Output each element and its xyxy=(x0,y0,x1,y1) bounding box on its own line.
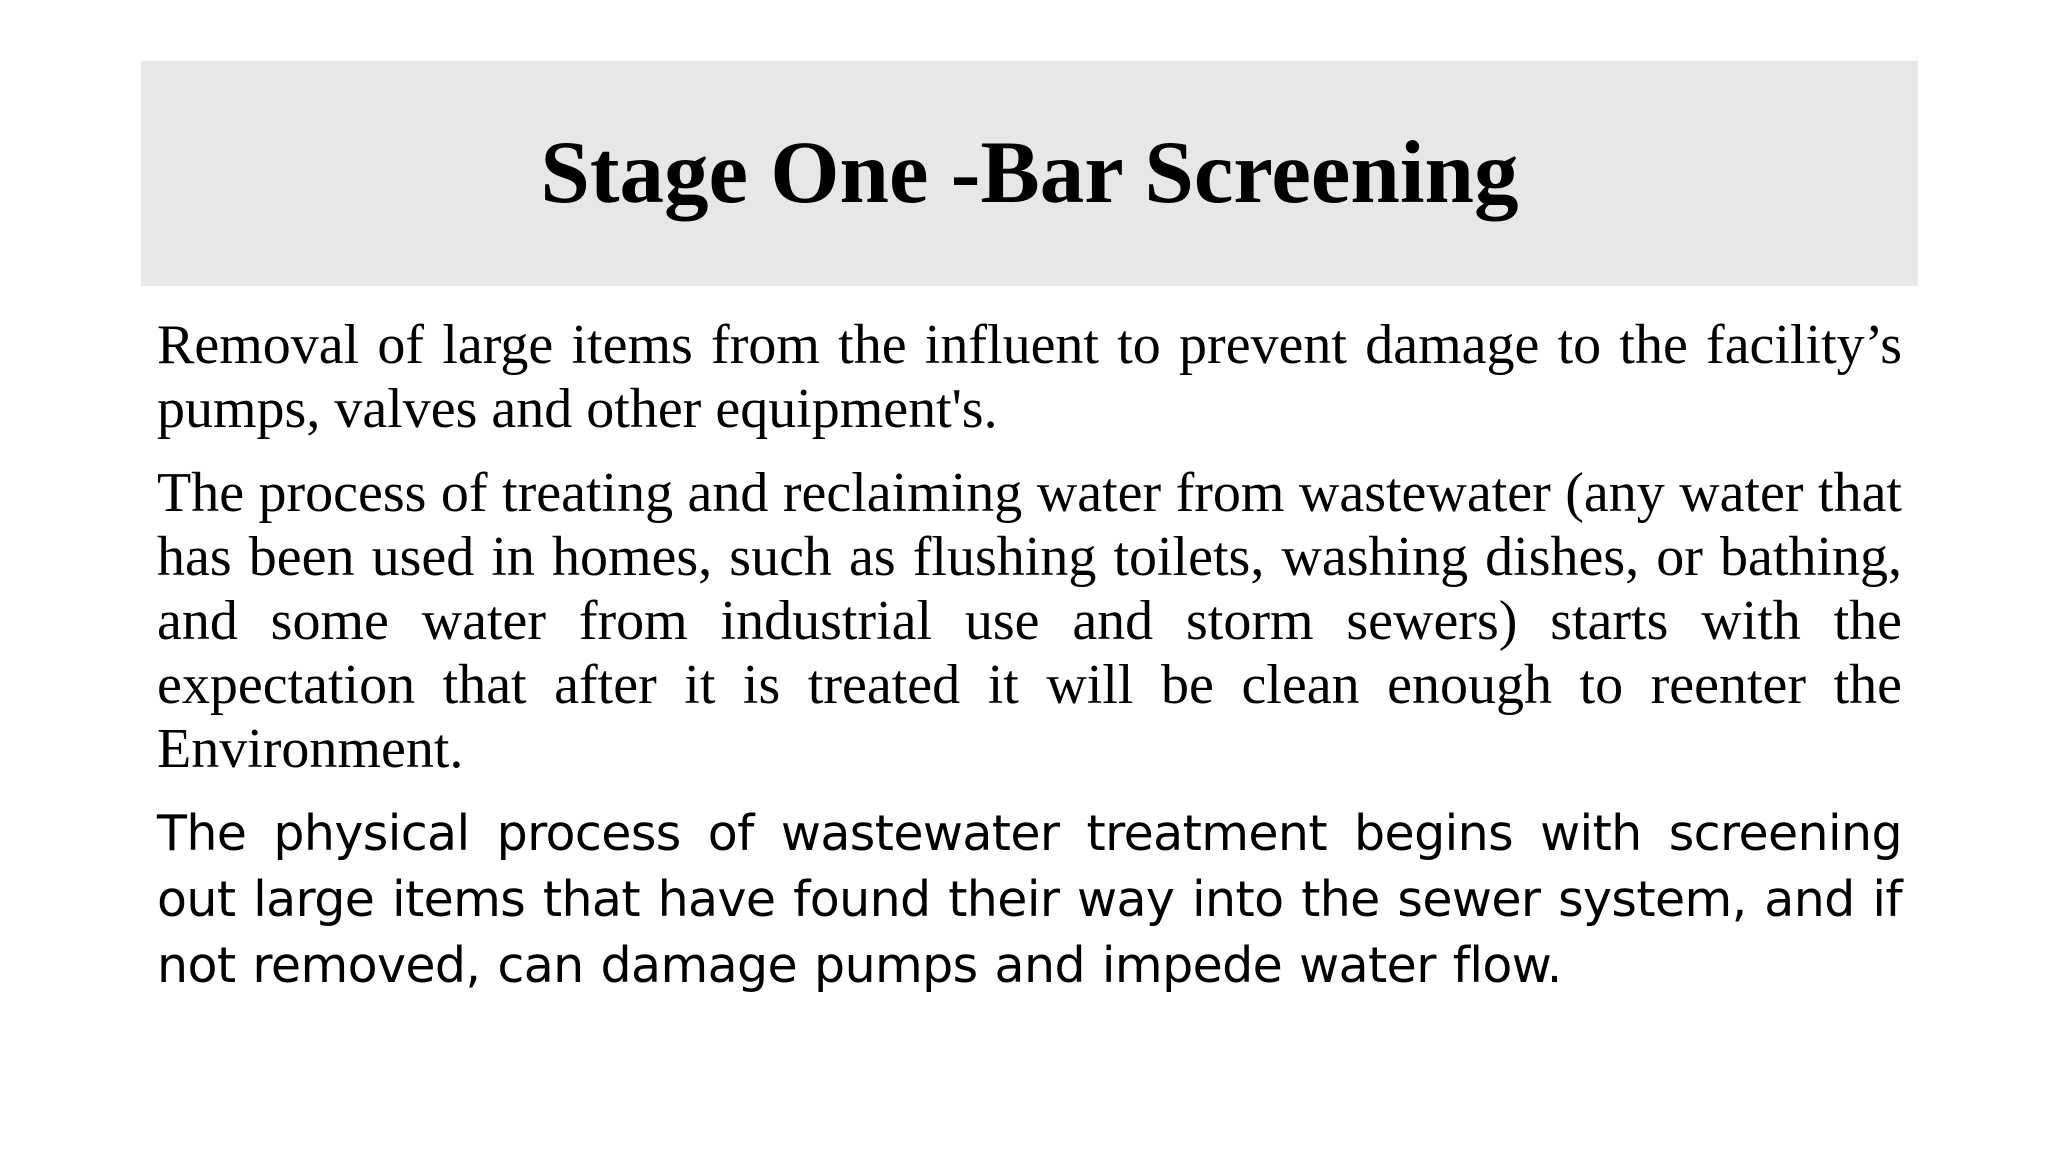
paragraph-process: The process of treating and reclaiming water from wastewater (any water that has been used in homes, such as flushing toilets, washing dishes, or bathing, and some water from industrial use and storm sewers) starts with the expectation that after it is treated it will be clean enough to reenter the Environment. xyxy=(157,462,1902,780)
paragraph-physical-process: The physical process of wastewater treatment begins with screening out large items that have found their way into the sewer system, and if not removed, can damage pumps and impede water flow. xyxy=(157,805,1902,994)
slide-title: Stage One -Bar Screening xyxy=(540,124,1519,222)
title-band xyxy=(141,61,1918,286)
paragraph-removal: Removal of large items from the influent to prevent damage to the facility’s pumps, valves and other equipment's. xyxy=(157,314,1902,440)
slide-body xyxy=(157,313,1902,1019)
